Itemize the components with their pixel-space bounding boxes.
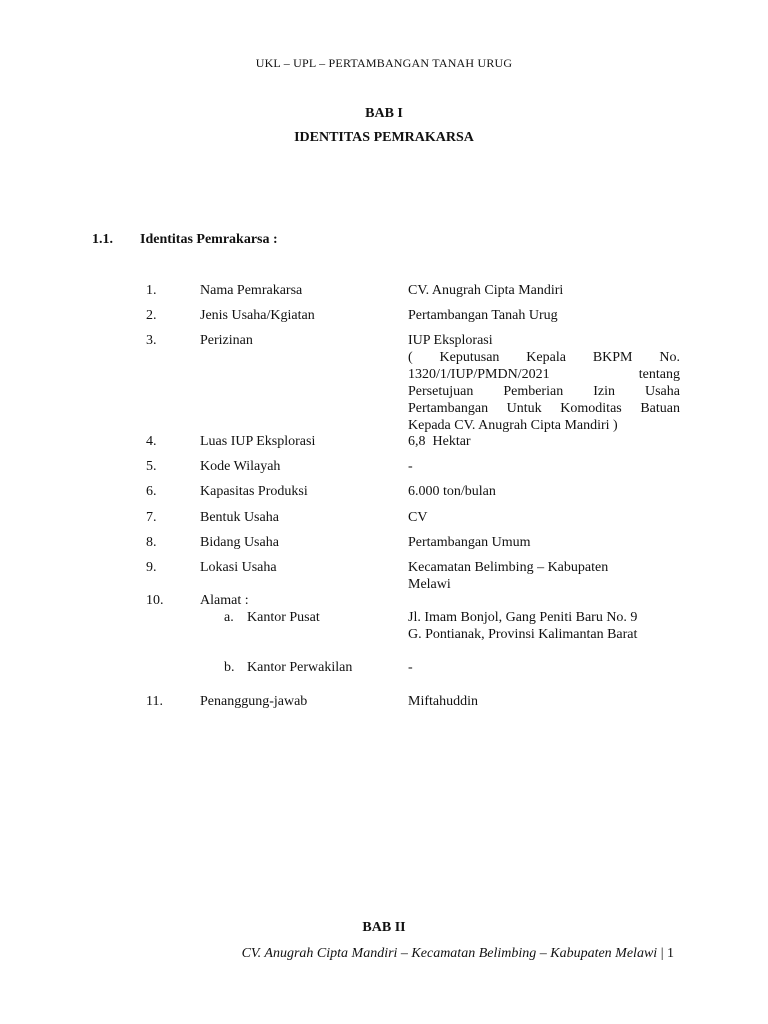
item-value-block: [408, 559, 680, 593]
item-label: Alamat :: [200, 593, 249, 608]
sub-item-letter: a.: [224, 610, 234, 625]
item-number: 10.: [146, 593, 164, 608]
chapter-label: BAB I: [365, 106, 403, 121]
value-line: IUP Eksplorasi: [408, 333, 493, 348]
item-label: Perizinan: [200, 333, 253, 348]
sub-item-label: Kantor Perwakilan: [247, 660, 353, 675]
page-number: | 1: [660, 946, 674, 961]
value-line: Pertambangan Untuk Komoditas Batuan: [408, 401, 680, 416]
item-value-block: [408, 332, 680, 434]
sub-item-value-block: [408, 609, 680, 643]
item-number: 9.: [146, 560, 157, 575]
item-number: 2.: [146, 308, 157, 323]
item-value: -: [408, 459, 413, 474]
footer-text: CV. Anugrah Cipta Mandiri – Kecamatan Belimbing – Kabupaten Melawi: [241, 946, 658, 961]
item-value: Pertambangan Umum: [408, 535, 531, 550]
item-number: 11.: [146, 694, 163, 709]
value-line: Kepada CV. Anugrah Cipta Mandiri ): [408, 418, 618, 433]
item-number: 7.: [146, 510, 157, 525]
item-value: Miftahuddin: [408, 694, 478, 709]
item-value: Pertambangan Tanah Urug: [408, 308, 558, 323]
item-label: Luas IUP Eksplorasi: [200, 434, 316, 449]
value-line: G. Pontianak, Provinsi Kalimantan Barat: [408, 627, 638, 642]
item-number: 3.: [146, 333, 157, 348]
sub-item-letter: b.: [224, 660, 235, 675]
item-number: 4.: [146, 434, 157, 449]
item-label: Kode Wilayah: [200, 459, 281, 474]
page-header: UKL – UPL – PERTAMBANGAN TANAH URUG: [255, 56, 513, 70]
item-number: 5.: [146, 459, 157, 474]
next-chapter-label: BAB II: [362, 920, 406, 935]
item-label: Jenis Usaha/Kgiatan: [200, 308, 315, 323]
sub-item-value: -: [408, 660, 413, 675]
value-line: Persetujuan Pemberian Izin Usaha: [408, 384, 680, 399]
item-number: 8.: [146, 535, 157, 550]
page-footer: [242, 946, 674, 962]
value-line: ( Keputusan Kepala BKPM No.: [408, 350, 680, 365]
section-number: 1.1.: [92, 232, 113, 247]
item-value: 6,8 Hektar: [408, 434, 471, 449]
item-label: Lokasi Usaha: [200, 560, 277, 575]
item-label: Bidang Usaha: [200, 535, 279, 550]
item-number: 1.: [146, 283, 157, 298]
item-value: CV: [408, 510, 428, 525]
item-value: 6.000 ton/bulan: [408, 484, 496, 499]
section-title: Identitas Pemrakarsa :: [140, 232, 278, 247]
item-label: Kapasitas Produksi: [200, 484, 308, 499]
chapter-title: IDENTITAS PEMRAKARSA: [294, 130, 474, 145]
value-line: Melawi: [408, 577, 451, 592]
item-label: Penanggung-jawab: [200, 694, 308, 709]
item-number: 6.: [146, 484, 157, 499]
value-line: Kecamatan Belimbing – Kabupaten: [408, 560, 609, 575]
item-value: CV. Anugrah Cipta Mandiri: [408, 283, 564, 298]
value-line: Jl. Imam Bonjol, Gang Peniti Baru No. 9: [408, 610, 638, 625]
sub-item-label: Kantor Pusat: [247, 610, 320, 625]
value-line: 1320/1/IUP/PMDN/2021 tentang: [408, 367, 680, 382]
item-label: Bentuk Usaha: [200, 510, 279, 525]
item-label: Nama Pemrakarsa: [200, 283, 303, 298]
